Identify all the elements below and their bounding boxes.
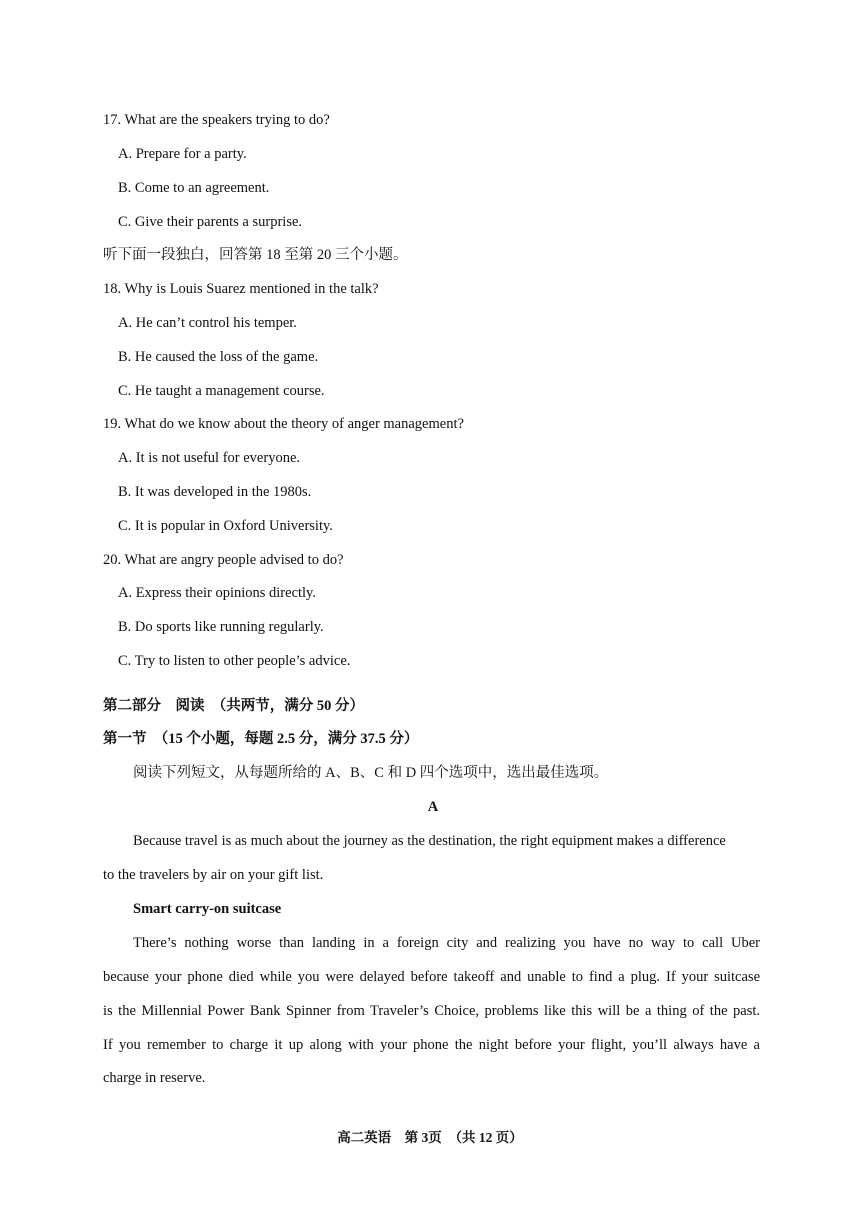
question-17-option-c: C. Give their parents a surprise. xyxy=(118,214,303,230)
page-footer: 高二英语 第 3页 （共 12 页） xyxy=(337,1130,523,1145)
para2-line1: There’s nothing worse than landing in a foreign city and realizing you have no way to call Uber xyxy=(133,935,760,951)
question-18-stem: 18. Why is Louis Suarez mentioned in the talk? xyxy=(103,281,379,297)
question-19-option-c: C. It is popular in Oxford University. xyxy=(118,518,333,534)
question-20-option-a: A. Express their opinions directly. xyxy=(118,585,316,601)
question-18-option-c: C. He taught a management course. xyxy=(118,383,325,399)
question-17-stem: 17. What are the speakers trying to do? xyxy=(103,112,330,128)
question-17-option-a: A. Prepare for a party. xyxy=(118,146,247,162)
para1-line2: to the travelers by air on your gift list. xyxy=(103,867,324,883)
para2-line3: is the Millennial Power Bank Spinner from Traveler’s Choice, problems like this will be a thing of the past. xyxy=(103,1003,760,1019)
passage-label: A xyxy=(427,799,439,815)
para1-line1: Because travel is as much about the journey as the destination, the right equipment makes a difference xyxy=(133,833,726,849)
para2-line2: because your phone died while you were delayed before takeoff and unable to find a plug. If your suitcase xyxy=(103,969,760,985)
question-19-option-b: B. It was developed in the 1980s. xyxy=(118,484,312,500)
section1-heading: 第一节 （15 个小题，每题 2.5 分，满分 37.5 分） xyxy=(103,731,419,747)
para2-line4: If you remember to charge it up along with your phone the night before your flight, you’ll always have a xyxy=(103,1037,760,1053)
reading-instruction: 阅读下列短文，从每题所给的 A、B、C 和 D 四个选项中，选出最佳选项。 xyxy=(133,765,609,781)
para2-line5: charge in reserve. xyxy=(103,1070,206,1086)
question-18-option-b: B. He caused the loss of the game. xyxy=(118,349,319,365)
question-18-option-a: A. He can’t control his temper. xyxy=(118,315,297,331)
question-20-option-c: C. Try to listen to other people’s advice. xyxy=(118,653,351,669)
question-20-stem: 20. What are angry people advised to do? xyxy=(103,552,344,568)
question-17-option-b: B. Come to an agreement. xyxy=(118,180,270,196)
subheading-smart-suitcase: Smart carry-on suitcase xyxy=(133,901,282,917)
question-19-option-a: A. It is not useful for everyone. xyxy=(118,450,301,466)
question-20-option-b: B. Do sports like running regularly. xyxy=(118,619,324,635)
part2-heading: 第二部分 阅读 （共两节，满分 50 分） xyxy=(103,698,364,714)
question-19-stem: 19. What do we know about the theory of anger management? xyxy=(103,416,464,432)
monologue-instruction: 听下面一段独白，回答第 18 至第 20 三个小题。 xyxy=(103,247,408,263)
